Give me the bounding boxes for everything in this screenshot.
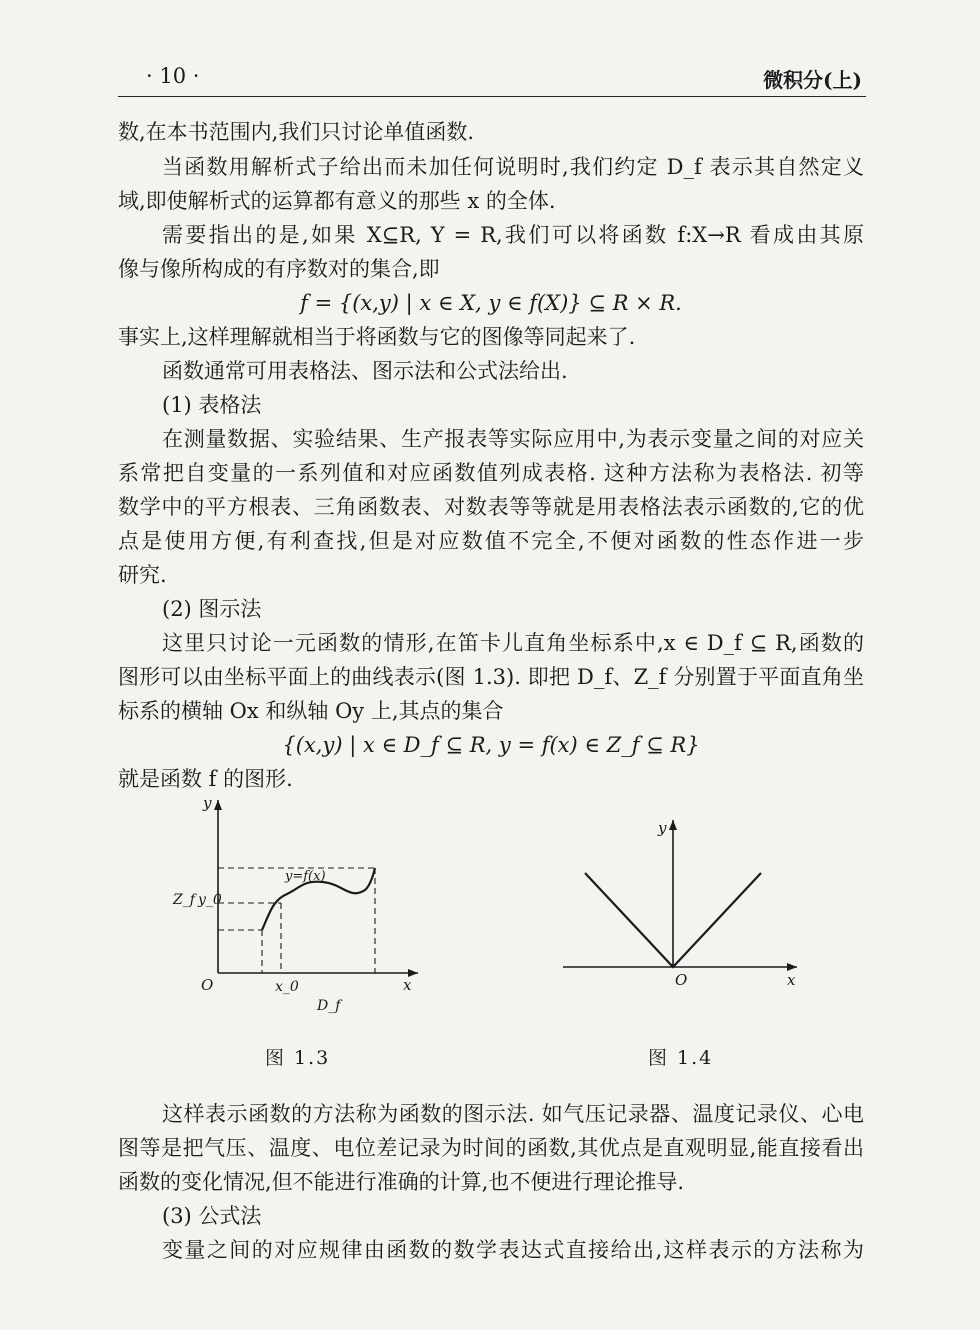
- paragraph: 就是函数 f 的图形.: [118, 767, 293, 791]
- paragraph: 系常把自变量的一系列值和对应函数值列成表格. 这种方法称为表格法. 初等: [118, 461, 864, 485]
- section-heading: (2) 图示法: [162, 597, 262, 621]
- x-axis-label: x: [787, 971, 796, 989]
- origin-label: O: [201, 976, 214, 994]
- y-axis-label: y: [658, 819, 667, 837]
- paragraph: 域,即使解析式的运算都有意义的那些 x 的全体.: [118, 189, 556, 213]
- paragraph: 变量之间的对应规律由函数的数学表达式直接给出,这样表示的方法称为: [162, 1238, 864, 1262]
- zf-label: Z_f: [173, 892, 195, 908]
- paragraph: 数学中的平方根表、三角函数表、对数表等等就是用表格法表示函数的,它的优: [118, 495, 864, 519]
- figure-1-4-caption: 图 1.4: [648, 1047, 714, 1069]
- paragraph: 点是使用方便,有利查找,但是对应数值不完全,不便对函数的性态作进一步: [118, 529, 864, 553]
- figure-1-4: [555, 815, 815, 1005]
- paragraph: 当函数用解析式子给出而未加任何说明时,我们约定 D_f 表示其自然定义: [162, 155, 864, 179]
- paragraph: 需要指出的是,如果 X⊆R, Y = R,我们可以将函数 f:X→R 看成由其原: [162, 223, 864, 247]
- section-heading: (3) 公式法: [162, 1204, 262, 1228]
- paragraph: 函数的变化情况,但不能进行准确的计算,也不便进行理论推导.: [118, 1170, 685, 1194]
- y0-label: y_0: [198, 892, 222, 908]
- section-heading: (1) 表格法: [162, 393, 262, 417]
- x0-label: x_0: [275, 979, 299, 995]
- df-label: D_f: [317, 998, 341, 1014]
- paragraph: 标系的横轴 Ox 和纵轴 Oy 上,其点的集合: [118, 699, 504, 723]
- paragraph: 研究.: [118, 563, 167, 587]
- paragraph: 这样表示函数的方法称为函数的图示法. 如气压记录器、温度记录仪、心电: [162, 1102, 864, 1126]
- paragraph: 数,在本书范围内,我们只讨论单值函数.: [118, 120, 475, 144]
- paragraph: 这里只讨论一元函数的情形,在笛卡儿直角坐标系中,x ∈ D_f ⊆ R,函数的: [162, 631, 864, 655]
- formula-set-definition: f = {(x,y) | x ∈ X, y ∈ f(X)} ⊆ R × R.: [300, 291, 682, 315]
- paragraph: 图形可以由坐标平面上的曲线表示(图 1.3). 即把 D_f、Z_f 分别置于平面直角坐: [118, 665, 864, 689]
- paragraph: 函数通常可用表格法、图示法和公式法给出.: [162, 359, 568, 383]
- origin-label: O: [675, 971, 688, 989]
- figure-1-3: [165, 790, 425, 1030]
- curve-label: y=f(x): [285, 869, 326, 884]
- x-axis-arrow: [787, 963, 797, 971]
- paragraph: 像与像所构成的有序数对的集合,即: [118, 257, 440, 281]
- y-axis-label: y: [203, 794, 212, 812]
- book-title: 微积分(上): [763, 68, 862, 92]
- page-header: [118, 60, 866, 97]
- page-number: · 10 ·: [146, 64, 200, 88]
- paragraph: 在测量数据、实验结果、生产报表等实际应用中,为表示变量之间的对应关: [162, 427, 864, 451]
- figure-1-3-caption: 图 1.3: [265, 1047, 331, 1069]
- paragraph: 事实上,这样理解就相当于将函数与它的图像等同起来了.: [118, 325, 636, 349]
- y-axis-arrow: [669, 820, 677, 830]
- formula-graph-set: {(x,y) | x ∈ D_f ⊆ R, y = f(x) ∈ Z_f ⊆ R}: [282, 733, 700, 757]
- y-axis-arrow: [214, 800, 222, 810]
- paragraph: 图等是把气压、温度、电位差记录为时间的函数,其优点是直观明显,能直接看出: [118, 1136, 864, 1160]
- x-axis-label: x: [403, 976, 412, 994]
